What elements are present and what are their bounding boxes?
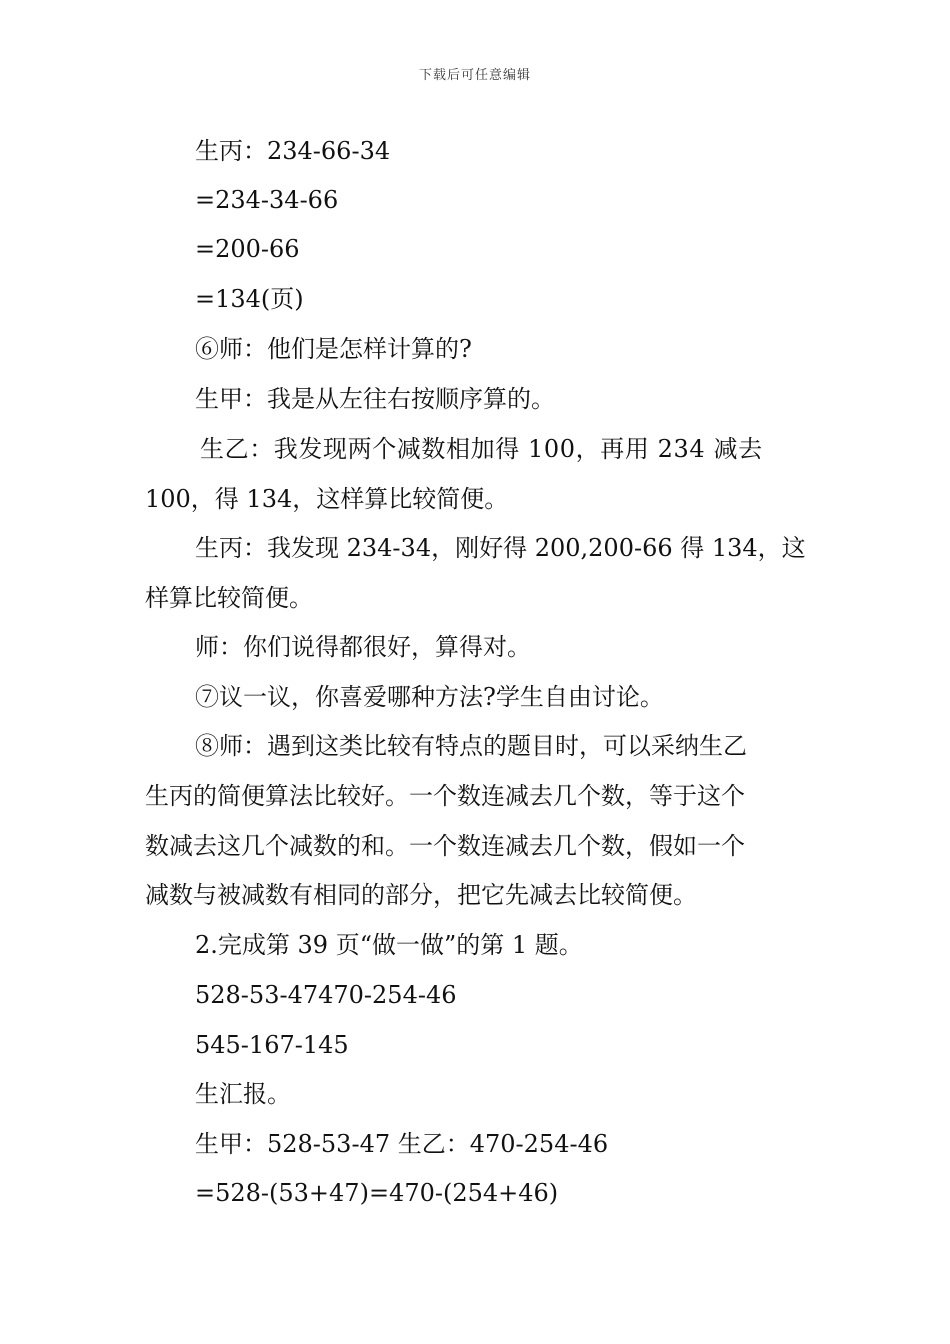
page-header: 下载后可任意编辑 [418, 68, 531, 83]
text-line: 100，得 134，这样算比较简便。 [145, 485, 509, 513]
text-line: =234-34-66 [195, 186, 339, 214]
text-line: =134(页) [195, 285, 304, 313]
text-line: ⑧师：遇到这类比较有特点的题目时，可以采纳生乙 [195, 732, 747, 760]
text-line: 生丙：我发现 234-34，刚好得 200,200-66 得 134，这 [195, 534, 806, 562]
text-line: 528-53-47470-254-46 [195, 981, 457, 1009]
text-line: 545-167-145 [195, 1031, 349, 1059]
text-line: ⑦议一议，你喜爱哪种方法?学生自由讨论。 [195, 683, 664, 711]
text-line: 生甲：我是从左往右按顺序算的。 [195, 385, 555, 413]
text-line: ⑥师：他们是怎样计算的? [195, 335, 472, 363]
text-line: =200-66 [195, 235, 300, 263]
text-line: 数减去这几个减数的和。一个数连减去几个数，假如一个 [145, 832, 745, 860]
text-line: 减数与被减数有相同的部分，把它先减去比较简便。 [145, 881, 697, 909]
text-line: 样算比较简便。 [145, 584, 313, 612]
text-line: 2.完成第 39 页“做一做”的第 1 题。 [195, 931, 583, 959]
text-line: =528-(53+47)=470-(254+46) [195, 1179, 559, 1207]
text-line: 生丙的简便算法比较好。一个数连减去几个数，等于这个 [145, 782, 745, 810]
text-line: 生丙：234-66-34 [195, 137, 391, 165]
text-line: 生乙：我发现两个减数相加得 100，再用 234 减去 [200, 435, 763, 463]
text-line: 生甲：528-53-47 生乙：470-254-46 [195, 1130, 609, 1158]
text-line: 生汇报。 [195, 1080, 291, 1108]
text-line: 师：你们说得都很好，算得对。 [195, 633, 531, 661]
